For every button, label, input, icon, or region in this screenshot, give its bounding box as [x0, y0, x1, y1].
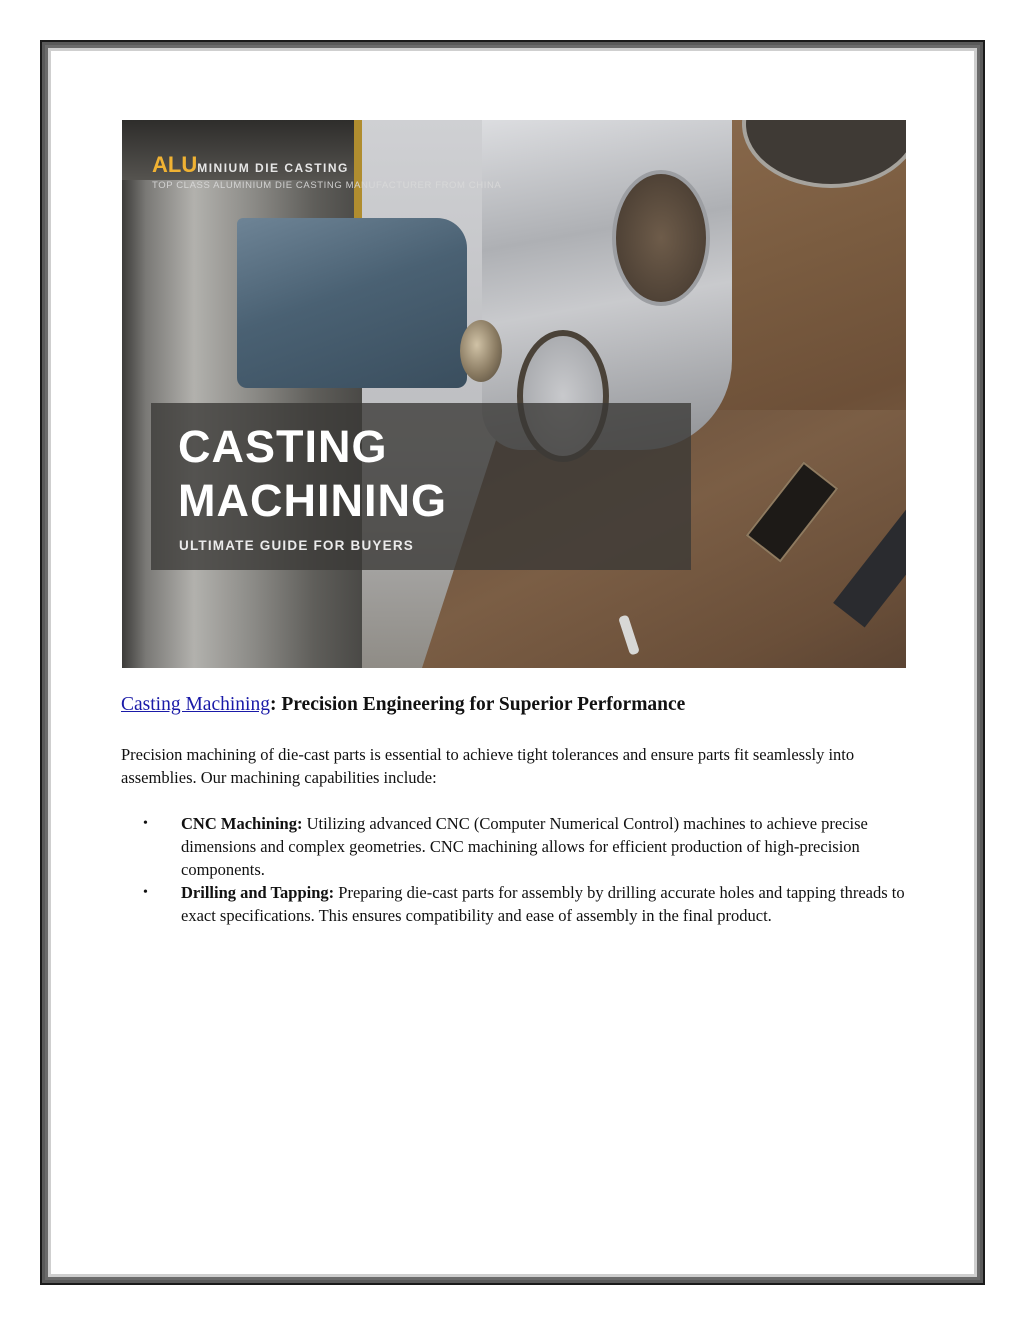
brand-tagline: TOP CLASS ALUMINIUM DIE CASTING MANUFACTURER FROM CHINA [152, 180, 502, 191]
list-item-text: Preparing die-cast parts for assembly by drilling accurate holes and tapping threads to exact specifications. This ensures compatibility and ease of assembly in the final product. [181, 883, 905, 925]
hero-image [122, 120, 906, 668]
list-item-text: Utilizing advanced CNC (Computer Numerical Control) machines to achieve precise dimensions and complex geometries. CNC machining allows for efficient production of high-precision components. [181, 814, 868, 879]
brand-watermark [152, 152, 501, 191]
casting-machining-link[interactable]: Casting Machining [121, 694, 270, 715]
bullet-icon: • [143, 885, 148, 900]
brand-suffix: MINIUM DIE CASTING [197, 161, 349, 175]
capabilities-list [121, 812, 911, 927]
hero-title-line2: MACHINING [178, 475, 447, 526]
machine-cabinet [122, 120, 362, 668]
hero-title-overlay [151, 403, 691, 570]
plate-hole-large [612, 170, 710, 306]
machine-spindle-tool [460, 320, 502, 382]
hero-subtitle: ULTIMATE GUIDE FOR BUYERS [179, 538, 414, 553]
brand-prefix: ALU [152, 152, 198, 177]
list-item-drilling-tapping [121, 881, 911, 927]
machine-spindle-head [237, 218, 467, 388]
heading-text: : Precision Engineering for Superior Performance [269, 694, 686, 715]
hero-title-line1: CASTING [178, 421, 388, 472]
brand-name [152, 152, 501, 178]
list-item-cnc-machining [121, 812, 911, 881]
list-item-term: CNC Machining: [181, 814, 303, 833]
list-item-term: Drilling and Tapping: [181, 883, 335, 902]
intro-paragraph: Precision machining of die-cast parts is essential to achieve tight tolerances and ensure parts fit seamlessly into assemblies. Our machining capabilities include: [121, 745, 855, 787]
bullet-icon: • [143, 816, 148, 831]
section-heading [121, 694, 685, 716]
